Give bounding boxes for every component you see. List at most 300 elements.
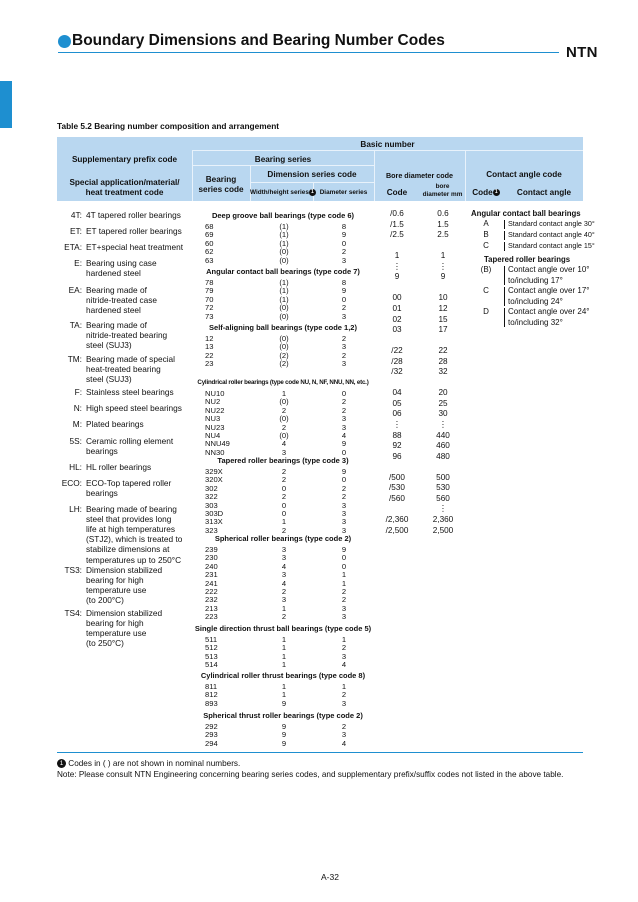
basic-number-header: Basic number [360, 140, 415, 149]
diameter-series: 0 [341, 389, 347, 398]
bore-code: /500 [389, 472, 405, 482]
width-height-series: (0) [279, 342, 289, 352]
contact-angle-divider [504, 231, 505, 240]
width-height-series: (0) [279, 255, 289, 265]
bore-code: /1.5 [390, 219, 404, 229]
bore-diameter: 1 [440, 251, 446, 261]
bore-diameter: ⋮ [438, 504, 448, 514]
supp-prefix-header: Supplementary prefix code [71, 155, 178, 164]
diameter-series: 3 [341, 730, 347, 740]
series-code: 72 [205, 303, 214, 313]
diameter-series: 8 [341, 278, 347, 287]
bore-code: /2,360 [385, 514, 409, 524]
series-code: NU2 [205, 397, 221, 407]
bore-diameter: 28 [438, 356, 448, 366]
width-height-series: (0) [279, 431, 289, 440]
width-height-series: 9 [281, 722, 287, 731]
prefix-desc: steel that provides long [86, 514, 172, 525]
width-height-series: 4 [281, 578, 287, 588]
heat-treat-header: heat treatment code [85, 188, 164, 197]
series-code: 13 [205, 342, 214, 352]
series-group-title: Cylindrical roller thrust bearings (type code 8) [200, 671, 366, 680]
bore-code: /530 [389, 483, 405, 493]
table-title: Table 5.2 Bearing number composition and arrangement [57, 121, 280, 131]
diameter-series: 3 [341, 651, 347, 661]
bore-diameter: 560 [436, 493, 450, 503]
series-code: 69 [205, 230, 214, 240]
series-code: NU10 [205, 389, 225, 398]
contact-angle-desc: Contact angle over 24° [508, 307, 590, 316]
diameter-series: 3 [341, 517, 347, 527]
bore-diameter: 530 [436, 483, 450, 493]
diameter-series: 9 [341, 230, 347, 240]
series-code: NU3 [205, 414, 221, 424]
diameter-series: 2 [341, 303, 347, 313]
bore-code: /560 [389, 493, 405, 503]
series-code: 513 [205, 651, 218, 661]
contact-angle-divider [504, 287, 505, 306]
bore-code-header: Code [386, 188, 408, 197]
bore-code: /28 [391, 356, 403, 366]
prefix-desc: (STJ2), which is treated to [86, 534, 183, 545]
bore-code: 05 [392, 398, 402, 408]
bore-diameter: 32 [438, 367, 448, 377]
width-height-series: (0) [279, 247, 289, 257]
diameter-series: 3 [341, 500, 347, 510]
width-height-series: 2 [281, 475, 287, 485]
diameter-series: 2 [341, 350, 347, 360]
width-height-series: (0) [279, 397, 289, 407]
series-code: NN30 [205, 447, 225, 457]
note-1-mark: 1 [493, 189, 500, 196]
series-code: NU23 [205, 422, 225, 432]
page-number: A-32 [321, 872, 339, 882]
diameter-series: 9 [341, 286, 347, 296]
prefix-desc: 4T tapered roller bearings [86, 210, 181, 220]
prefix-desc: nitride-treated case [86, 295, 158, 306]
prefix-desc: stabilize dimensions at [86, 544, 170, 555]
prefix-desc: Bearing made of [86, 285, 147, 295]
bore-diameter: 500 [436, 472, 450, 482]
diameter-series: 9 [341, 545, 347, 554]
width-height-series: 9 [281, 738, 287, 748]
bore-diameter: 2,360 [432, 514, 454, 524]
bore-code: 96 [392, 451, 402, 461]
width-height-series: 2 [281, 467, 287, 476]
prefix-desc: Plated bearings [86, 419, 144, 429]
width-height-series: 1 [281, 517, 287, 527]
series-code: 303 [205, 500, 218, 510]
contact-angle-code: C [483, 241, 489, 250]
contact-angle-divider [504, 220, 505, 229]
width-height-series: 1 [281, 643, 287, 653]
bore-diameter: 17 [438, 325, 448, 335]
angular-contact-title: Angular contact ball bearings [471, 209, 581, 218]
contact-angle-code: C [483, 286, 489, 295]
contact-angle-code: A [483, 219, 489, 228]
prefix-code: ET: [70, 226, 82, 236]
diameter-series: 2 [341, 483, 347, 493]
diameter-series: 3 [341, 414, 347, 424]
footnote-1: 1 Codes in ( ) are not shown in nominal numbers. [57, 759, 240, 769]
diameter-series: 2 [341, 587, 347, 596]
diameter-series: 4 [341, 431, 347, 440]
diameter-series: 3 [341, 311, 347, 321]
series-group-title: Self-aligning ball bearings (type code 1,2) [209, 323, 357, 332]
bore-code: 03 [392, 325, 402, 335]
series-code: 811 [205, 682, 218, 691]
bore-code: ⋮ [392, 261, 402, 271]
bore-dia-code-header: Bore diameter code [385, 171, 454, 180]
bore-code: 02 [392, 314, 402, 324]
prefix-desc: Bearing made of bearing [86, 504, 177, 514]
bore-code: /22 [391, 346, 403, 356]
prefix-code: N: [73, 403, 82, 413]
series-code: 302 [205, 483, 218, 493]
bore-code: 88 [392, 430, 402, 440]
bore-diameter: 15 [438, 314, 448, 324]
prefix-desc: Dimension stabilized [86, 565, 163, 575]
bore-diameter: 30 [438, 409, 448, 419]
diameter-series: 3 [341, 698, 347, 708]
contact-angle-desc: Standard contact angle 40° [508, 230, 595, 239]
prefix-code: ETA: [64, 242, 82, 252]
width-height-series: 0 [281, 500, 287, 510]
diameter-series: 4 [341, 660, 347, 670]
side-tab-marker [0, 81, 12, 128]
diameter-series: 3 [341, 603, 347, 613]
width-height-series: 2 [281, 405, 287, 415]
prefix-code: 4T: [70, 210, 82, 220]
bore-code: 00 [392, 293, 402, 303]
width-height-series: (1) [279, 286, 289, 296]
diameter-series: 4 [341, 738, 347, 748]
bore-code: 1 [394, 251, 400, 261]
bore-diameter: 0.6 [437, 209, 449, 218]
series-code: 63 [205, 255, 214, 265]
prefix-desc: steel (SUJ3) [86, 340, 132, 351]
series-code: 322 [205, 492, 218, 502]
series-code: 239 [205, 545, 218, 554]
prefix-desc: ET+special heat treatment [86, 242, 184, 252]
contact-angle-header: Contact angle code [486, 170, 562, 179]
bore-code: 01 [392, 303, 402, 313]
series-code: 323 [205, 525, 218, 535]
width-height-series: 3 [281, 545, 287, 554]
width-height-series: (1) [279, 278, 289, 287]
contact-angle-desc: to/including 24° [508, 296, 563, 306]
section-bullet-icon [58, 35, 71, 48]
series-code: 514 [205, 660, 218, 670]
prefix-desc: hardened steel [86, 268, 141, 279]
prefix-code: LH: [69, 504, 82, 514]
bore-diameter: 10 [438, 293, 448, 303]
contact-angle-desc: Contact angle over 10° [508, 265, 590, 274]
series-code: 12 [205, 334, 214, 343]
width-height-series: 9 [281, 698, 287, 708]
diameter-series: 3 [341, 509, 347, 518]
prefix-desc: Dimension stabilized [86, 608, 163, 618]
contact-angle-divider [504, 308, 505, 327]
bearing-series-code-header-1: Bearing [205, 175, 237, 184]
width-height-series: 3 [281, 553, 287, 563]
diameter-series: 3 [341, 342, 347, 352]
width-height-series: 3 [281, 595, 287, 605]
contact-angle-divider [504, 242, 505, 251]
contact-angle-desc: Contact angle over 17° [508, 286, 590, 295]
diameter-series: 0 [341, 447, 347, 457]
series-group-title: Deep groove ball bearings (type code 6) [211, 211, 355, 220]
prefix-code: 5S: [69, 436, 82, 446]
series-code: 222 [205, 587, 218, 596]
series-code: 893 [205, 698, 218, 708]
bore-code: 92 [392, 441, 402, 451]
diameter-series: 1 [341, 570, 347, 580]
bore-diameter: 20 [438, 388, 448, 398]
series-code: 320X [205, 475, 223, 485]
diameter-series: 2 [341, 690, 347, 700]
prefix-desc: High speed steel bearings [86, 403, 182, 413]
series-code: 78 [205, 278, 214, 287]
diameter-series: 2 [341, 722, 347, 731]
bore-code: /2,500 [385, 525, 409, 535]
contact-angle-code: D [483, 307, 489, 316]
width-height-series: 4 [281, 439, 287, 449]
diameter-series: 0 [341, 475, 347, 485]
prefix-code: TA: [69, 320, 82, 330]
series-code: 23 [205, 359, 214, 369]
diameter-series: 3 [341, 359, 347, 369]
series-code: 62 [205, 247, 214, 257]
prefix-code: TS4: [64, 608, 82, 618]
note-1-mark: 1 [309, 189, 316, 196]
prefix-code: E: [74, 258, 82, 268]
width-height-series: (1) [279, 294, 289, 304]
footnote-2: Note: Please consult NTN Engineering concerning bearing series codes, and supplementary prefix/suffix codes not listed in the above table. [57, 770, 564, 779]
series-code: 511 [205, 635, 218, 644]
diameter-series: 1 [341, 578, 347, 588]
series-code: 223 [205, 612, 218, 622]
bore-code: 06 [392, 409, 402, 419]
series-code: 68 [205, 222, 214, 231]
diameter-series: 0 [341, 553, 347, 563]
bore-diameter: 9 [440, 272, 446, 282]
prefix-desc: bearing for high [86, 575, 144, 586]
prefix-desc: ECO-Top tapered roller [86, 478, 172, 488]
bore-diameter: 2,500 [432, 525, 454, 535]
prefix-desc: Ceramic rolling element [86, 436, 174, 446]
diameter-series-header: Diameter series [319, 189, 368, 196]
width-height-series: (1) [279, 230, 289, 240]
prefix-desc: Bearing using case [86, 258, 157, 268]
ca-angle-header: Contact angle [516, 188, 572, 197]
prefix-desc: bearing for high [86, 618, 144, 629]
contact-angle-divider [504, 266, 505, 285]
bore-diameter: 460 [436, 441, 450, 451]
width-height-series: 2 [281, 587, 287, 596]
contact-angle-desc: Standard contact angle 30° [508, 219, 595, 228]
bore-code: 04 [392, 388, 402, 398]
series-code: 73 [205, 311, 214, 321]
prefix-desc: temperatures up to 250°C [86, 554, 182, 565]
series-code: 293 [205, 730, 218, 740]
contact-angle-code: B [483, 230, 489, 239]
prefix-code: ECO: [61, 478, 82, 488]
series-code: 240 [205, 561, 218, 571]
width-height-series: 3 [281, 570, 287, 580]
tapered-roller-title: Tapered roller bearings [484, 255, 571, 264]
prefix-desc: hardened steel [86, 305, 141, 316]
width-height-series: 2 [281, 492, 287, 502]
bore-diameter: ⋮ [438, 261, 448, 271]
width-height-header: Width/height series 1 [250, 189, 313, 197]
prefix-desc: Bearing made of [86, 320, 147, 330]
bore-diameter: 1.5 [437, 219, 449, 229]
width-height-series: 1 [281, 603, 287, 613]
diameter-series: 2 [341, 492, 347, 502]
series-group-title: Cylindrical roller bearings (type code NU, N, NF, NNU, NN, etc.) [197, 379, 369, 386]
width-height-series: 1 [281, 651, 287, 661]
series-code: 231 [205, 570, 218, 580]
diameter-series: 3 [341, 255, 347, 265]
prefix-code: F: [74, 387, 82, 397]
width-height-series: 1 [281, 660, 287, 670]
prefix-code: TS3: [64, 565, 82, 575]
diameter-series: 0 [341, 238, 347, 248]
series-code: 230 [205, 553, 218, 563]
diameter-series: 2 [341, 405, 347, 415]
prefix-desc: bearings [86, 446, 118, 457]
width-height-series: 1 [281, 682, 287, 691]
page-title: Boundary Dimensions and Bearing Number Codes [72, 32, 445, 49]
diameter-series: 8 [341, 222, 347, 231]
brand-logo: NTN [566, 44, 598, 61]
width-height-series: (1) [279, 238, 289, 248]
contact-angle-desc: Standard contact angle 15° [508, 241, 595, 250]
width-height-series: (2) [279, 350, 289, 360]
diameter-series: 0 [341, 561, 347, 571]
series-code: NNU49 [205, 439, 230, 449]
width-height-series: 1 [281, 635, 287, 644]
bore-code: /32 [391, 367, 403, 377]
series-code: 60 [205, 238, 214, 248]
series-group-title: Angular contact ball bearings (type code 7) [206, 267, 360, 276]
diameter-series: 0 [341, 294, 347, 304]
series-group-title: Tapered roller bearings (type code 3) [217, 456, 349, 465]
prefix-desc: Bearing made of special [86, 354, 176, 364]
diameter-series: 9 [341, 467, 347, 476]
diameter-series: 2 [341, 247, 347, 257]
width-height-series: (2) [279, 359, 289, 369]
ca-code-header: Code 1 [468, 188, 504, 198]
contact-angle-desc: to/including 17° [508, 275, 563, 285]
diameter-series: 2 [341, 595, 347, 605]
diameter-series: 2 [341, 334, 347, 343]
bearing-series-code-header-2: series code [198, 185, 244, 194]
series-code: 292 [205, 722, 218, 731]
width-height-series: 0 [281, 509, 287, 518]
series-code: 303D [205, 509, 224, 518]
bore-code: /2.5 [390, 230, 404, 240]
bore-diameter: 25 [438, 398, 448, 408]
series-code: 329X [205, 467, 223, 476]
diameter-series: 3 [341, 612, 347, 622]
series-code: NU4 [205, 431, 221, 440]
bore-dia-header-1: bore [435, 183, 450, 190]
prefix-desc: (to 200°C) [86, 595, 124, 606]
width-height-series: 2 [281, 422, 287, 432]
width-height-series: (0) [279, 311, 289, 321]
bore-diameter: 22 [438, 346, 448, 356]
bore-code: ⋮ [392, 420, 402, 429]
series-code: 232 [205, 595, 218, 605]
prefix-code: M: [72, 419, 82, 429]
bore-code: 9 [394, 272, 400, 282]
prefix-desc: heat-treated bearing [86, 364, 161, 375]
table-bottom-rule [57, 752, 583, 753]
width-height-series: 1 [281, 389, 287, 398]
bore-dia-header-2: diameter mm [422, 191, 463, 198]
series-group-title: Single direction thrust ball bearings (type code 5) [194, 624, 372, 633]
prefix-desc: HL roller bearings [86, 462, 152, 472]
width-height-series: (0) [279, 303, 289, 313]
prefix-desc: temperature use [86, 585, 147, 596]
bore-diameter: 480 [436, 451, 450, 461]
bore-code: /0.6 [390, 209, 404, 218]
width-height-series: (0) [279, 414, 289, 424]
series-code: 512 [205, 643, 218, 653]
series-code: 70 [205, 294, 214, 304]
series-group-title: Spherical roller bearings (type code 2) [214, 534, 352, 543]
bore-diameter: 12 [438, 303, 448, 313]
series-code: 22 [205, 350, 214, 360]
series-code: 241 [205, 578, 218, 588]
diameter-series: 3 [341, 525, 347, 535]
diameter-series: 1 [341, 635, 347, 644]
prefix-code: EA: [68, 285, 82, 295]
bore-diameter: 440 [436, 430, 450, 440]
note-1-mark: 1 [57, 759, 66, 768]
width-height-series: 2 [281, 525, 287, 535]
prefix-desc: ET tapered roller bearings [86, 226, 182, 236]
prefix-desc: nitride-treated bearing [86, 330, 168, 341]
diameter-series: 9 [341, 439, 347, 449]
width-height-series: (1) [279, 222, 289, 231]
diameter-series: 1 [341, 682, 347, 691]
prefix-code: TM: [67, 354, 82, 364]
prefix-desc: Stainless steel bearings [86, 387, 174, 397]
dim-series-header: Dimension series code [267, 170, 357, 179]
bore-diameter: 2.5 [437, 230, 449, 240]
diameter-series: 2 [341, 643, 347, 653]
prefix-desc: (to 250°C) [86, 638, 124, 649]
prefix-desc: steel (SUJ3) [86, 374, 132, 385]
prefix-desc: life at high temperatures [86, 524, 176, 535]
series-code: 294 [205, 738, 218, 748]
special-app-header: Special application/material/ [69, 178, 180, 187]
series-code: 79 [205, 286, 214, 296]
series-group-title: Spherical thrust roller bearings (type code 2) [203, 711, 363, 720]
diameter-series: 3 [341, 422, 347, 432]
series-code: 313X [205, 517, 223, 527]
bore-diameter: ⋮ [438, 420, 448, 429]
width-height-series: (0) [279, 334, 289, 343]
width-height-series: 9 [281, 730, 287, 740]
prefix-code: HL: [69, 462, 82, 472]
diameter-series: 2 [341, 397, 347, 407]
width-height-series: 0 [281, 483, 287, 493]
prefix-desc: temperature use [86, 628, 147, 639]
